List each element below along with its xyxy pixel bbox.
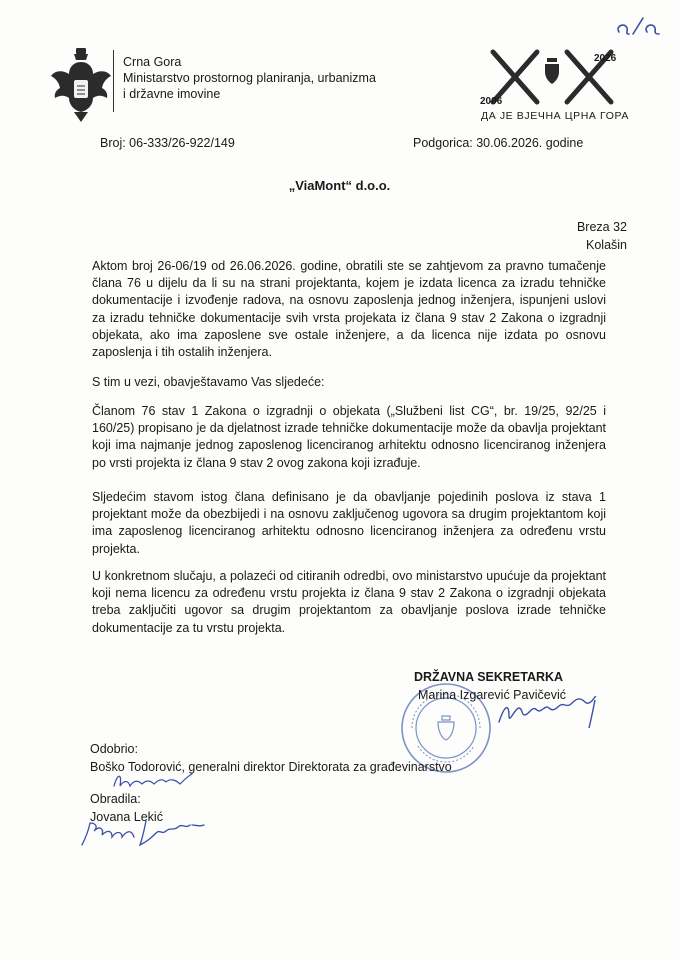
document-date: Podgorica: 30.06.2026. godine — [413, 136, 584, 150]
signatory-title: DRŽAVNA SEKRETARKA — [414, 670, 564, 684]
ministry-heading — [123, 54, 376, 102]
header-divider — [113, 50, 114, 112]
body-paragraph-intro: S tim u vezi, obavještavamo Vas sljedeće: — [92, 375, 325, 389]
prepared-label: Obradila: — [90, 792, 141, 806]
coat-of-arms-icon — [50, 46, 112, 124]
handwritten-initials-signature — [613, 14, 663, 40]
anniversary-year-left: 2006 — [480, 96, 503, 107]
ministry-line-name-cont: i državne imovine — [123, 87, 221, 101]
ministry-line-country: Crna Gora — [123, 55, 182, 69]
handwritten-signature-approver — [110, 770, 200, 792]
anniversary-year-right: 2026 — [594, 53, 617, 64]
recipient-city: Kolašin — [586, 238, 627, 252]
handwritten-signature-preparer — [80, 815, 210, 849]
ministry-line-name: Ministarstvo prostornog planiranja, urbanizma — [123, 71, 376, 85]
body-paragraph-next-clause: Sljedećim stavom istog člana definisano je da obavljanje pojedinih poslova iz stava 1 projektant može da obezbijedi i na osnovu zaključenog ugovora sa drugim projektantom koji ima zaposlenog licenciranog arhitektu odnosno licenciranog inženjera za određenu vrstu projekta. — [92, 490, 606, 556]
prepared-by: Jovana Lekić — [90, 810, 163, 824]
approved-label: Odobrio: — [90, 742, 138, 756]
body-paragraph-request: Aktom broj 26-06/19 od 26.06.2026. godine, obratili ste se zahtjevom za pravno tumačenje člana 76 u dijelu da li su na strani projektanta, kojem je izdata licenca za izradu tehničke dokumentacije i izvođenje radova, na osnovu zaposlenja jednog inženjera, ispunjeni uslovi za izradu tehničke dokumentacije svih vrsta projekata iz člana 9 stav 2 Zakona o izgradnji objekata, ako ima zaposlene sve ostale inženjere, a da licenca nije izdata po osnovu zaposlenja i tih ostalih inženjera. — [92, 259, 606, 360]
anniversary-motto: ДА ЈЕ ВЈЕЧНА ЦРНА ГОРА — [481, 110, 630, 122]
handwritten-signature-state-secretary — [495, 696, 605, 732]
body-paragraph-article-76: Članom 76 stav 1 Zakona o izgradnji o objekata („Službeni list CG“, br. 19/25, 92/25 i 160/25) propisano je da djelatnost izrade tehničke dokumentacije može da obavlja projektant koji ima najmanje jednog zaposlenog licenciranog arhitektu odnosno licenciranog inženjera po vrsti projekta iz člana 9 stav 2 ovog zakona koji izrađuje. — [92, 404, 606, 470]
recipient-name: „ViaMont“ d.o.o. — [288, 178, 391, 193]
signatory-name: Marina Izgarević Pavičević — [418, 688, 566, 702]
reference-number: Broj: 06-333/26-922/149 — [100, 136, 235, 150]
recipient-street: Breza 32 — [576, 220, 627, 234]
approved-by: Boško Todorović, generalni direktor Direktorata za građevinarstvo — [90, 760, 452, 774]
body-paragraph-conclusion: U konkretnom slučaju, a polazeći od citiranih odredbi, ovo ministarstvo upućuje da projektant koji nema licencu za određenu vrstu projekta iz člana 9 stav 2 Zakona o izgradnji objekata treba zaključiti ugovor sa drugim projektantom za obavljanje poslova izrade tehničke dokumentacije za tu vrstu projekta. — [92, 569, 606, 635]
recipient-address — [577, 218, 627, 254]
